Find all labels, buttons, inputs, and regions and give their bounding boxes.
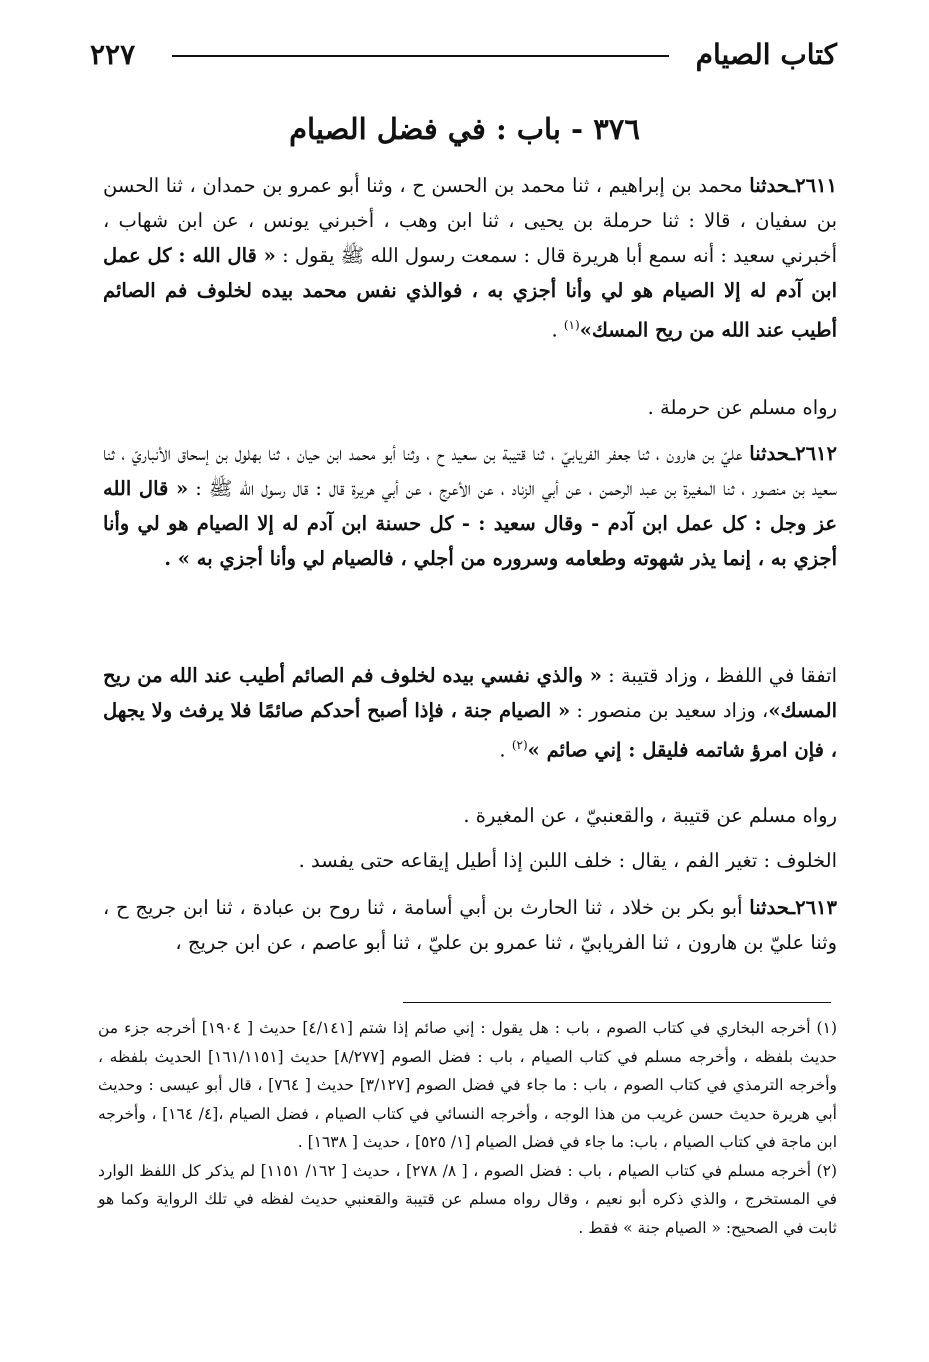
footnote-rule	[403, 1002, 831, 1003]
footnote-mark: (٢)	[816, 1161, 837, 1180]
footnote-ref: (١)	[563, 318, 580, 332]
hadith-chain: محمد بن إبراهيم ، ثنا محمد بن الحسن ح ، وثنا أبو عمرو بن حمدان ، ثنا الحسن بن سفيان ، قالا : ثنا حرملة بن يحيى ، ثنا ابن وهب ، أخبرني يونس ، عن ابن شهاب ، أخبرني سعيد : أنه سمع أبا هريرة قال : سمعت رسول الله ﷺ يقول :	[103, 174, 838, 267]
hadith-number: ٢٦١٣	[795, 896, 837, 919]
footnote-ref: (٢)	[511, 738, 528, 752]
hadith-text: « قال الله عز وجل : كل عمل ابن آدم - وقال سعيد : - كل حسنة ابن آدم له إلا الصيام هو لي وأنا أجزي به ، إنما يذر شهوته وطعامه وسروره من أجلي ، فالصيام لي وأنا أجزي به » .	[103, 477, 837, 570]
hadith-2611	[103, 168, 837, 348]
header-rule	[172, 55, 669, 57]
footnote-mark: (١)	[816, 1019, 837, 1037]
gloss-note: الخلوف : تغير الفم ، يقال : خلف اللبن إذا أطيل إيقاعه حتى يفسد .	[298, 849, 837, 872]
footnote-1	[98, 1014, 837, 1157]
hadith-number: ٢٦١٢	[795, 442, 837, 465]
hadith-2613	[103, 890, 837, 960]
footnotes	[98, 1014, 837, 1242]
variant-wording	[103, 658, 837, 768]
page-number: ٢٢٧	[90, 38, 136, 71]
hadith-number: ٢٦١١	[795, 174, 837, 197]
riwaya-note: رواه مسلم عن حرملة .	[647, 396, 837, 419]
footnote-2	[98, 1157, 837, 1243]
variant-mid: ، وزاد سعيد بن منصور :	[570, 699, 769, 722]
variant-intro: اتفقا في اللفظ ، وزاد قتيبة :	[601, 664, 837, 687]
running-header	[90, 30, 837, 80]
hadith-chain: أبو بكر بن خلاد ، ثنا الحارث بن أبي أسامة ، ثنا روح بن عبادة ، ثنا ابن جريج ح ، وثنا عليّ بن هارون ، ثنا الفريابيّ ، ثنا عمرو بن عليّ ، ثنا أبو عاصم ، عن ابن جريج ،	[103, 896, 837, 954]
hadith-marker: ـحدثنا	[749, 896, 796, 919]
hadith-end: .	[551, 318, 564, 342]
hadith-2612	[103, 436, 837, 576]
book-title: كتاب الصيام	[695, 38, 837, 71]
footnote-text: أخرجه مسلم في كتاب الصيام ، باب : فضل الصوم ، [ ٨/ ٢٧٨] ، حديث [ ١٦٢/ ١١٥١] لم يذكر كل اللفظ الوارد في المستخرج ، والذي ذكره أبو نعيم ، وقال رواه مسلم عن قتيبة والقعنبي حديث لفظه في تلك الرواية وكما هو ثابت في الصحيح: « الصيام جنة » فقط .	[98, 1161, 837, 1237]
footnote-text: أخرجه البخاري في كتاب الصوم ، باب : هل يقول : إني صائم إذا شتم [٤/١٤١] حديث [ ١٩٠٤] أخرجه جزء من حديث بلفظه ، وأخرجه مسلم في كتاب الصيام ، باب : فضل الصوم [٨/٢٧٧] حديث [١٦١/١١٥١] الحديث بلفظه ، وأخرجه الترمذي في كتاب الصوم ، باب : ما جاء في فضل الصوم [٣/١٢٧] حديث [ ٧٦٤] ، قال أبو عيسى : وحديث أبي هريرة حديث حسن غريب من هذا الوجه ، وأخرجه النسائي في كتاب الصيام ، فضل الصيام ،[٤/ ١٦٤] ، وأخرجه ابن ماجة في كتاب الصيام ، باب: ما جاء في فضل الصيام [١/ ٥٢٥] ، حديث [ ١٦٣٨] .	[98, 1019, 838, 1151]
hadith-chain: عليّ بن هارون ، ثنا جعفر الفريابيّ ، ثنا قتيبة بن سعيد ح ، وثنا أبو محمد ابن حيان ، ثنا بهلول بن إسحاق الأنباريّ ، ثنا سعيد بن منصور ، ثنا المغيرة بن عبد الرحمن ، عن أبي الزناد ، عن الأعرج ، عن أبي هريرة قال : قال رسول الله ﷺ :	[103, 442, 837, 500]
chapter-title: ٣٧٦ - باب : في فضل الصيام	[289, 112, 640, 146]
riwaya-note: رواه مسلم عن قتيبة ، والقعنبيّ ، عن المغيرة .	[463, 804, 837, 827]
variant-quote: « والذي نفسي بيده لخلوف فم الصائم أطيب عند الله من ريح المسك»	[103, 664, 838, 722]
hadith-marker: ـحدثنا	[749, 174, 796, 197]
variant-end: .	[499, 738, 512, 762]
hadith-text: « قال الله : كل عمل ابن آدم له إلا الصيام هو لي وأنا أجزي به ، فوالذي نفس محمد بيده لخلوف فم الصائم أطيب عند الله من ريح المسك»	[103, 244, 837, 342]
variant-quote: « الصيام جنة ، فإذا أصبح أحدكم صائمًا فلا يرفث ولا يجهل ، فإن امرؤ شاتمه فليقل : إني صائم »	[103, 699, 837, 762]
hadith-marker: ـحدثنا	[749, 442, 796, 465]
